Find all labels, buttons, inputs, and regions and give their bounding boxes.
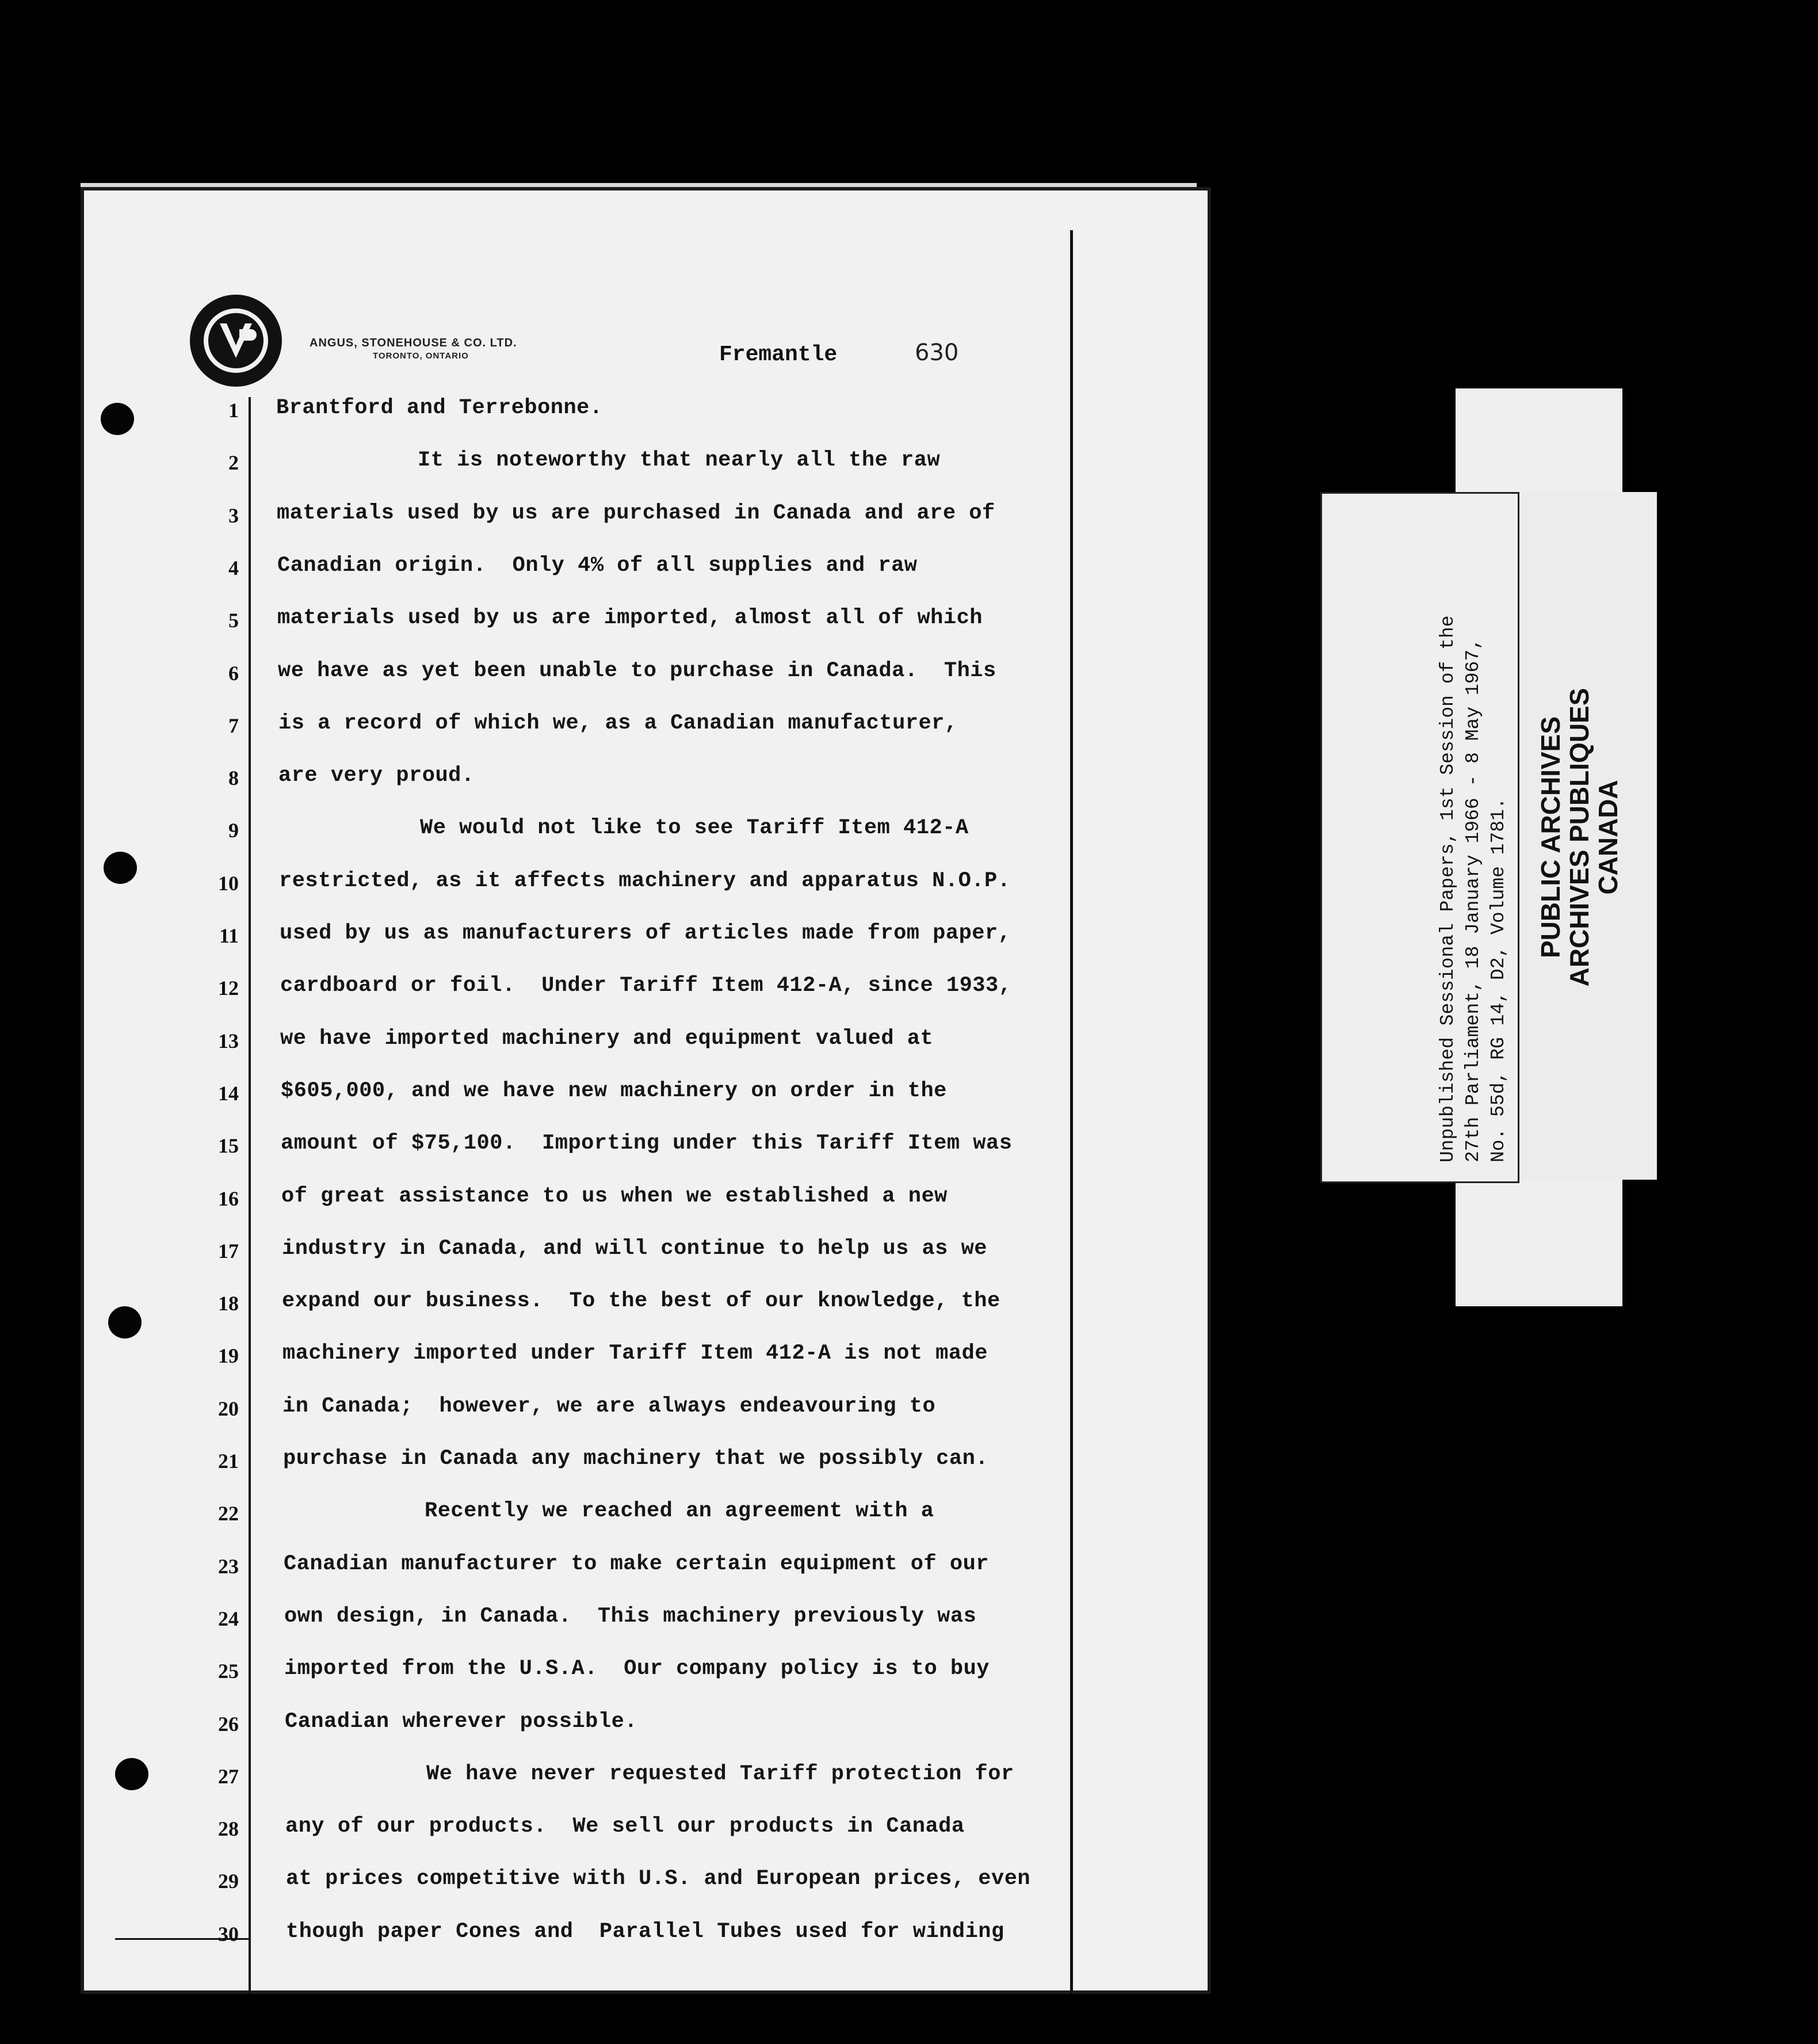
transcript-line: materials used by us are imported, almost all of which (277, 606, 983, 631)
transcript-line: we have as yet been unable to purchase in Canada. This (278, 658, 996, 683)
transcript-line: Canadian wherever possible. (285, 1709, 637, 1734)
line-number: 4 (228, 556, 239, 579)
transcript-line: Canadian manufacturer to make certain equipment of our (284, 1551, 989, 1576)
archive-citation-line: Unpublished Sessional Papers, 1st Session of the (1437, 615, 1458, 1162)
transcript-line: expand our business. To the best of our knowledge, the (282, 1289, 1000, 1314)
transcript-line: $605,000, and we have new machinery on order in the (281, 1078, 947, 1103)
transcript-line: any of our products. We sell our products in Canada (285, 1814, 965, 1839)
transcript-line: It is noteworthy that nearly all the raw (418, 448, 941, 473)
transcript-line: we have imported machinery and equipment valued at (280, 1026, 934, 1051)
archive-name-country: CANADA (1593, 780, 1623, 895)
transcript-line: machinery imported under Tariff Item 412-A is not made (282, 1341, 988, 1366)
transcript-line: imported from the U.S.A. Our company policy is to buy (284, 1657, 990, 1681)
line-number: 22 (218, 1502, 239, 1526)
line-number: 16 (218, 1187, 239, 1210)
transcript-line: though paper Cones and Parallel Tubes used for winding (286, 1919, 1005, 1944)
transcript-line: at prices competitive with U.S. and European prices, even (286, 1867, 1031, 1892)
transcript-line: materials used by us are purchased in Canada and are of (277, 501, 995, 525)
binder-hole (101, 403, 134, 435)
line-number: 30 (218, 1922, 239, 1946)
binder-hole (115, 1758, 148, 1790)
line-number: 23 (218, 1554, 239, 1578)
archive-citation-line: 27th Parliament, 18 January 1966 - 8 May 1967, (1462, 638, 1484, 1162)
line-number: 3 (228, 504, 239, 527)
line-number: 28 (218, 1817, 239, 1841)
archive-name-fr: ARCHIVES PUBLIQUES (1564, 688, 1594, 987)
transcript-line: Brantford and Terrebonne. (276, 396, 603, 420)
transcript-line: used by us as manufacturers of articles made from paper, (280, 921, 1011, 945)
margin-rule-left (249, 397, 251, 1994)
transcript-line: in Canada; however, we are always endeavouring to (282, 1394, 936, 1418)
transcript-line: own design, in Canada. This machinery previously was (284, 1604, 977, 1629)
line-number: 13 (218, 1029, 239, 1052)
transcript-line: amount of $75,100. Importing under this Tariff Item was (281, 1131, 1013, 1156)
binder-hole (108, 1306, 142, 1338)
line-number: 2 (228, 451, 239, 475)
archive-citation-line: No. 55d, RG 14, D2, Volume 1781. (1488, 798, 1509, 1162)
speaker-name: Fremantle (719, 342, 838, 367)
line-number: 25 (218, 1660, 239, 1683)
transcript-line: We have never requested Tariff protection for (426, 1761, 1014, 1786)
transcript-line: restricted, as it affects machinery and apparatus N.O.P. (279, 868, 1011, 893)
line-number: 12 (218, 977, 239, 1000)
archive-institution (1536, 670, 1622, 1004)
archive-name-en: PUBLIC ARCHIVES (1536, 716, 1565, 958)
line-number: 11 (219, 924, 239, 947)
line-number: 15 (218, 1134, 239, 1158)
logo-emblem-icon (190, 295, 282, 387)
line-number: 21 (218, 1450, 239, 1473)
line-number: 19 (218, 1344, 239, 1368)
company-heading (310, 337, 517, 361)
line-number: 20 (218, 1397, 239, 1420)
transcript-line: industry in Canada, and will continue to help us as we (282, 1236, 987, 1261)
company-city: TORONTO, ONTARIO (373, 351, 469, 361)
archive-citation (1435, 615, 1511, 1162)
line-number: 18 (218, 1292, 239, 1315)
page-number: 630 (915, 340, 959, 366)
transcription-member-logo (190, 295, 282, 387)
transcript-line: Recently we reached an agreement with a (425, 1499, 934, 1524)
line-number: 14 (218, 1081, 239, 1105)
line-number: 6 (228, 661, 239, 685)
transcript-line: We would not like to see Tariff Item 412-A (420, 816, 969, 841)
line-number: 9 (228, 819, 239, 842)
line-number: 29 (218, 1870, 239, 1893)
margin-rule-right (1070, 230, 1073, 1994)
transcript-line: are very proud. (278, 764, 475, 788)
line-number: 26 (218, 1712, 239, 1736)
transcript-line: purchase in Canada any machinery that we possibly can. (283, 1447, 988, 1471)
transcript-line: cardboard or foil. Under Tariff Item 412-A, since 1933, (280, 974, 1012, 998)
transcript-line: is a record of which we, as a Canadian manufacturer, (278, 711, 958, 735)
line-number: 10 (218, 871, 239, 895)
line-number: 27 (218, 1764, 239, 1788)
company-name: ANGUS, STONEHOUSE & CO. LTD. (310, 337, 517, 349)
line-number: 7 (228, 714, 239, 737)
line-number: 5 (228, 609, 239, 632)
line-number: 24 (218, 1607, 239, 1630)
transcript-line: of great assistance to us when we established a new (281, 1184, 948, 1208)
line-number: 8 (228, 766, 239, 790)
line-number: 17 (218, 1239, 239, 1263)
line-number: 1 (228, 399, 239, 422)
binder-hole (104, 852, 137, 884)
transcript-line: Canadian origin. Only 4% of all supplies and raw (277, 553, 918, 578)
